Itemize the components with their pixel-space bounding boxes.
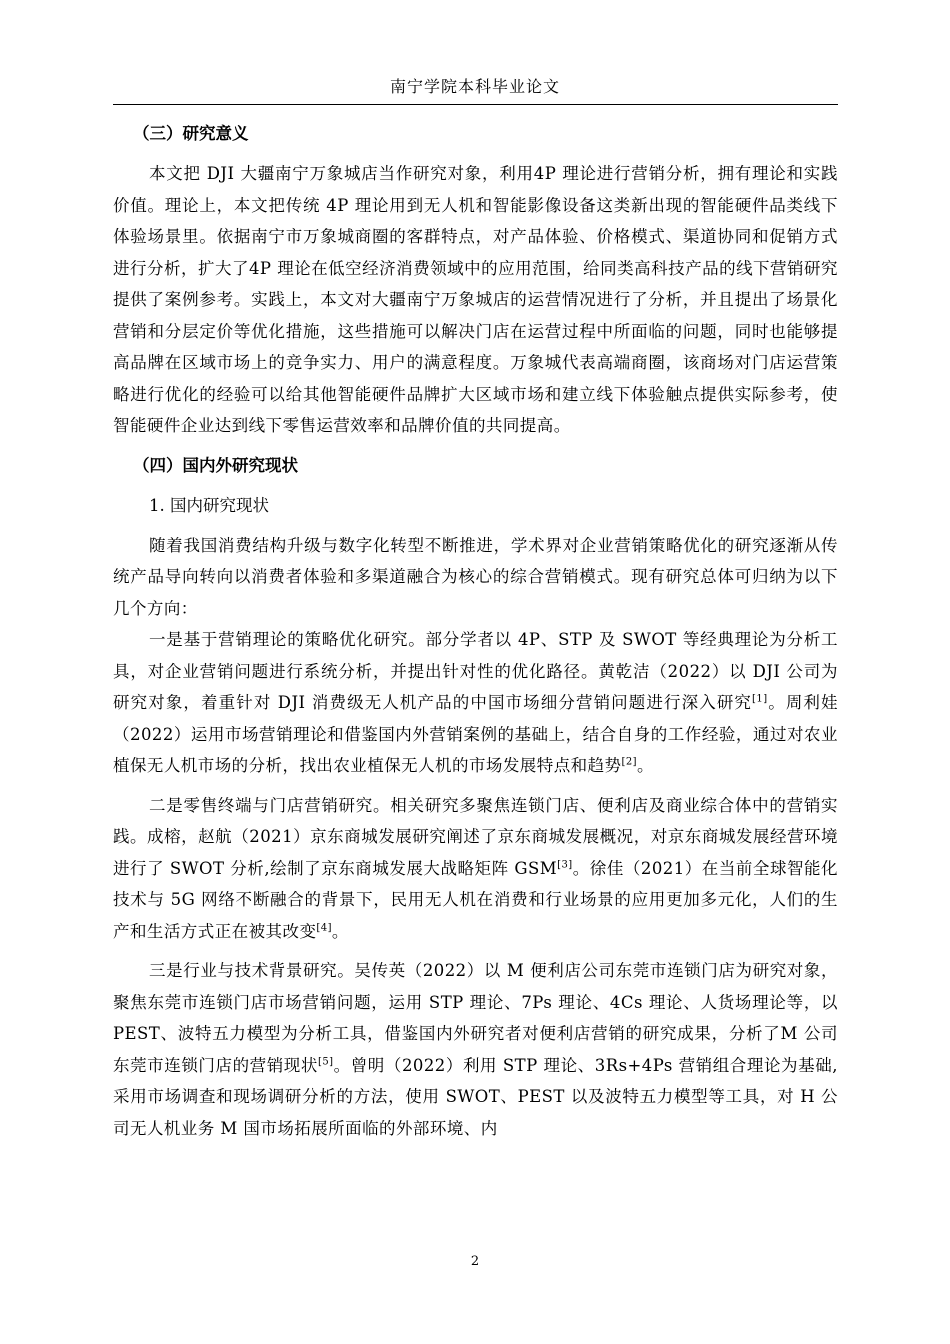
running-header-title: 南宁学院本科毕业论文 [389,77,560,96]
section-heading-significance: （三）研究意义 [133,124,249,143]
subheading-domestic-research: 1. 国内研究现状 [149,495,269,515]
paragraph-text: 一是基于营销理论的策略优化研究。部分学者以 4P、STP 及 SWOT 等经典理论为分析工具，对企业营销问题进行系统分析，并提出针对性的优化路径。黄乾洁（2022）以 DJI 公司为研究对象，着重针对 DJI 消费级无人机产品的中国市场细分营销问题进行深入研究 [113,630,838,712]
paragraph-text: 。 [331,921,349,941]
citation-ref-1: [1] [752,693,768,705]
paragraph-text: 二是零售终端与门店营销研究。相关研究多聚焦连锁门店、便利店及商业综合体中的营销实践。成榕，赵航（2021）京东商城发展研究阐述了京东商城发展概况，对京东商城发展经营环境进行了 SWOT 分析,绘制了京东商城发展大战略矩阵 GSM [113,795,838,878]
citation-ref-4: [4] [316,922,332,933]
page-number: 2 [470,1254,480,1269]
paragraph-significance: 本文把 DJI 大疆南宁万象城店当作研究对象，利用4P 理论进行营销分析，拥有理论和实践价值。理论上，本文把传统 4P 理论用到无人机和智能影像设备这类新出现的智能硬件品类线下体验场景里。依据南宁市万象城商圈的客群特点，对产品体验、价格模式、渠道协同和促销方式进行分析，扩大了4P 理论在低空经济消费领域中的应用范围，给同类高科技产品的线下营销研究提供了案例参考。实践上，本文对大疆南宁万象城店的运营情况进行了分析，并且提出了场景化营销和分层定价等优化措施，这些措施可以解决门店在运营过程中所面临的问题，同时也能够提高品牌在区域市场上的竞争实力、用户的满意程度。万象城代表高端商圈，该商场对门店运营策略进行优化的经验可以给其他智能硬件品牌扩大区域市场和建立线下体验触点提供实际参考，使智能硬件企业达到线下零售运营效率和品牌价值的共同提高。 [113,164,838,435]
paragraph-industry-tech [113,955,838,1144]
paragraph-text: 。曾明（2022）利用 STP 理论、3Rs+4Ps 营销组合理论为基础,采用市场调查和现场调研分析的方法，使用 SWOT、PEST 以及波特五力模型等工具，对 H 公司无人机业务 M 国市场拓展所面临的外部环境、内 [113,1055,838,1138]
section-heading-research-status: （四）国内外研究现状 [133,455,298,475]
paragraph-text: 。周利娃（2022）运用市场营销理论和借鉴国内外营销案例的基础上，结合自身的工作经验，通过对农业植保无人机市场的分析，找出农业植保无人机的市场发展特点和趋势 [113,693,838,775]
citation-ref-5: [5] [317,1056,334,1067]
paragraph-text: 。 [637,756,654,775]
paragraph-text: 。徐佳（2021）在当前全球智能化技术与 5G 网络不断融合的背景下，民用无人机在消费和行业场景的应用更加多元化，人们的生产和生活方式正在被其改变 [113,858,838,941]
body-text [113,118,838,1144]
header-divider [113,104,838,105]
paragraph-theory-strategy [113,624,838,782]
paragraph-text: 三是行业与技术背景研究。吴传英（2022）以 M 便利店公司东莞市连锁门店为研究对象，聚焦东莞市连锁门店市场营销问题，运用 STP 理论、7Ps 理论、4Cs 理论、人货场理论等，以 PEST、波特五力模型为分析工具，借鉴国内外研究者对便利店营销的研究成果，分析了M 公司东莞市连锁门店的营销现状 [113,961,838,1075]
paragraph-retail-store [113,790,838,948]
paragraph-intro: 随着我国消费结构升级与数字化转型不断推进，学术界对企业营销策略优化的研究逐渐从传统产品导向转向以消费者体验和多渠道融合为核心的综合营销模式。现有研究总体可归纳为以下几个方向： [113,535,838,618]
citation-ref-3: [3] [557,859,573,870]
citation-ref-2: [2] [621,756,638,768]
